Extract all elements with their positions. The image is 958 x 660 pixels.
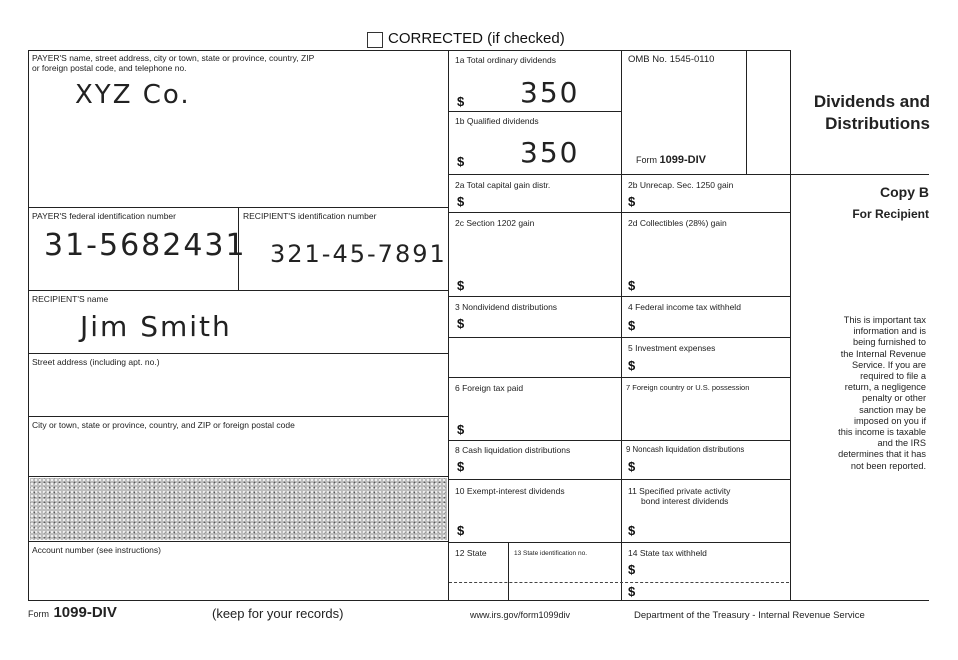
notice-line: This is important tax xyxy=(843,315,926,325)
copy-b-label: Copy B xyxy=(880,184,929,200)
box-2b-dollar: $ xyxy=(628,194,636,209)
account-label: Account number (see instructions) xyxy=(32,545,161,555)
notice-line: imposed on you if xyxy=(853,415,926,426)
notice-line: the Internal Revenue xyxy=(840,348,926,359)
omb-number: OMB No. 1545-0110 xyxy=(628,54,715,65)
box-5-dollar: $ xyxy=(628,358,636,373)
box-14-dollar-2: $ xyxy=(628,584,636,599)
notice-line: not been reported. xyxy=(850,460,926,471)
payer-label-1: PAYER'S name, street address, city or town, state or province, country, ZIP xyxy=(32,53,315,63)
for-recipient-label: For Recipient xyxy=(852,207,929,221)
box-4-dollar: $ xyxy=(628,318,636,333)
footer-form-number: 1099-DIV xyxy=(53,604,117,621)
box-1a-label: 1a Total ordinary dividends xyxy=(455,55,556,65)
box-6-dollar: $ xyxy=(457,422,465,437)
notice-line: sanction may be xyxy=(859,404,926,415)
form-name-middle xyxy=(636,154,706,166)
box-2a-label: 2a Total capital gain distr. xyxy=(455,180,551,190)
box-1b-value[interactable]: 350 xyxy=(520,136,580,169)
box-9-label: 9 Noncash liquidation distributions xyxy=(626,445,745,454)
form-prefix: Form xyxy=(636,155,657,165)
payer-name-value[interactable]: XYZ Co. xyxy=(75,80,191,110)
shaded-area xyxy=(30,478,447,540)
recipient-name-label: RECIPIENT'S name xyxy=(32,294,109,304)
recipient-tin-label: RECIPIENT'S identification number xyxy=(243,211,377,221)
box-3-dollar: $ xyxy=(457,316,465,331)
box-6-label: 6 Foreign tax paid xyxy=(455,383,524,393)
box-10-dollar: $ xyxy=(457,523,465,538)
box-12-label: 12 State xyxy=(455,548,487,558)
box-8-dollar: $ xyxy=(457,459,465,474)
notice-line: Service. If you are xyxy=(851,359,926,370)
payer-tin-value[interactable]: 31-5682431 xyxy=(44,228,247,263)
city-label: City or town, state or province, country, and ZIP or foreign postal code xyxy=(32,420,295,430)
box-3-label: 3 Nondividend distributions xyxy=(455,302,558,312)
notice-line: and the IRS xyxy=(877,438,926,449)
box-8-label: 8 Cash liquidation distributions xyxy=(455,445,571,455)
form-number: 1099-DIV xyxy=(659,154,706,166)
corrected-label: CORRECTED (if checked) xyxy=(388,30,565,47)
notice-line: being furnished to xyxy=(852,337,926,348)
box-1a-dollar: $ xyxy=(457,94,465,109)
notice-line: determines that it has xyxy=(838,449,926,460)
payer-tin-label: PAYER'S federal identification number xyxy=(32,211,176,221)
recipient-tin-value[interactable]: 321-45-7891 xyxy=(270,240,447,268)
footer-form-prefix: Form xyxy=(28,609,49,619)
box-2c-dollar: $ xyxy=(457,278,465,293)
notice-line: penalty or other xyxy=(862,393,926,404)
box-10-label: 10 Exempt-interest dividends xyxy=(455,486,565,496)
box-2c-label: 2c Section 1202 gain xyxy=(455,218,535,228)
footer-keep: (keep for your records) xyxy=(212,606,344,621)
footer-url: www.irs.gov/form1099div xyxy=(470,610,571,620)
recipient-name-value[interactable]: Jim Smith xyxy=(80,310,232,343)
footer-dept: Department of the Treasury - Internal Revenue Service xyxy=(634,610,865,621)
box-2b-label: 2b Unrecap. Sec. 1250 gain xyxy=(628,180,734,190)
form-title-line-2: Distributions xyxy=(825,114,930,133)
box-11-label-2: bond interest dividends xyxy=(641,496,729,506)
box-7-label: 7 Foreign country or U.S. possession xyxy=(626,383,750,392)
box-5-label: 5 Investment expenses xyxy=(628,343,716,353)
notice-line: return, a negligence xyxy=(844,382,926,393)
box-9-dollar: $ xyxy=(628,459,636,474)
notice-line: required to file a xyxy=(860,371,926,382)
box-11-label-1: 11 Specified private activity xyxy=(628,486,731,496)
box-1b-dollar: $ xyxy=(457,154,465,169)
box-2d-dollar: $ xyxy=(628,278,636,293)
box-2a-dollar: $ xyxy=(457,194,465,209)
form-title-line-1: Dividends and xyxy=(813,92,930,111)
corrected-checkbox[interactable] xyxy=(367,32,383,48)
notice-line: this income is taxable xyxy=(838,427,926,438)
box-4-label: 4 Federal income tax withheld xyxy=(628,302,741,312)
box-14-dollar-1: $ xyxy=(628,562,636,577)
notice-block xyxy=(795,315,926,472)
box-11-dollar: $ xyxy=(628,523,636,538)
box-13-label: 13 State identification no. xyxy=(514,550,587,557)
box-14-label: 14 State tax withheld xyxy=(628,548,707,558)
box-1a-value[interactable]: 350 xyxy=(520,76,580,109)
footer-form-name xyxy=(28,604,117,622)
notice-line: information and is xyxy=(853,326,926,337)
street-label: Street address (including apt. no.) xyxy=(32,357,160,367)
box-1b-label: 1b Qualified dividends xyxy=(455,116,539,126)
payer-label-2: or foreign postal code, and telephone no. xyxy=(32,63,187,73)
box-2d-label: 2d Collectibles (28%) gain xyxy=(628,218,727,228)
